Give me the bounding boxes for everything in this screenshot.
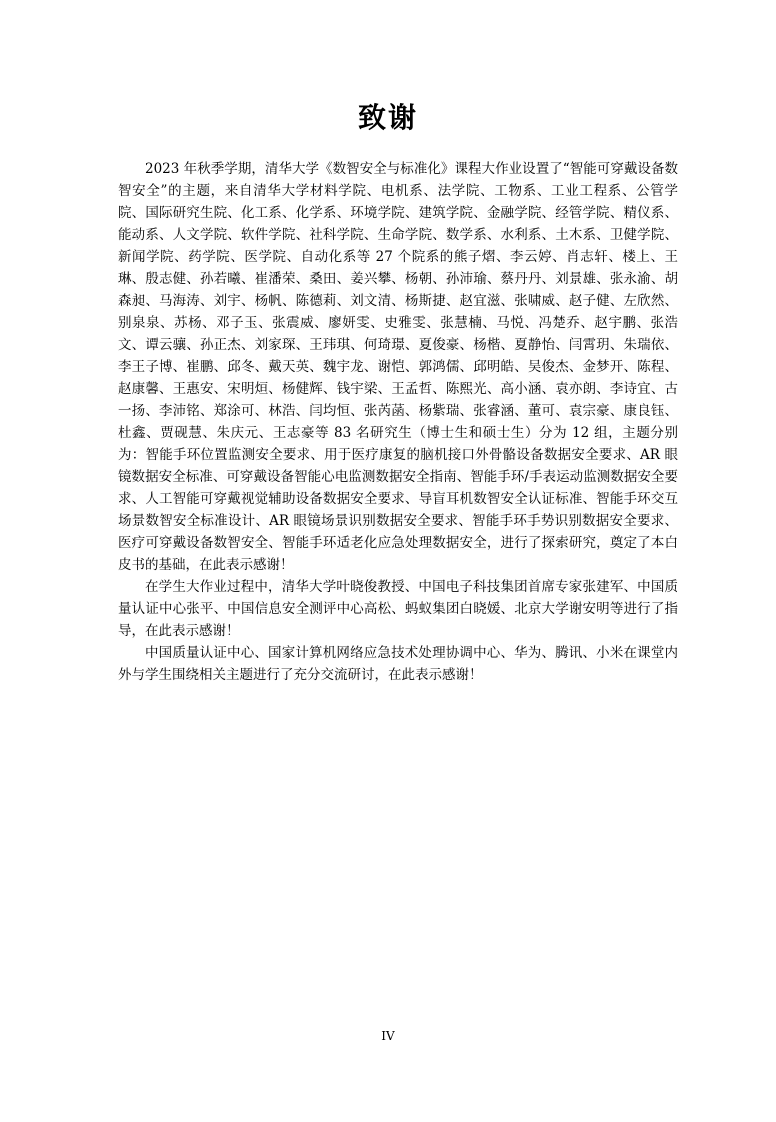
page-title: 致谢 — [357, 101, 418, 134]
paragraph-organizations-thanks: 中国质量认证中心、国家计算机网络应急技术处理协调中心、华为、腾讯、小米在课堂内外与学生围绕相关主题进行了充分交流研讨，在此表示感谢！ — [118, 645, 678, 683]
acknowledgement-body — [118, 158, 678, 686]
page-number: IV — [381, 1029, 395, 1043]
paragraph-course-participants: 2023 年秋季学期，清华大学《数智安全与标准化》课程大作业设置了“智能可穿戴设备数智安全”的主题，来自清华大学材料学院、电机系、法学院、工物系、工业工程系、公管学院、国际研究生院、化工系、化学系、环境学院、建筑学院、金融学院、经管学院、精仪系、能动系、人文学院、软件学院、社科学院、生命学院、数学系、水利系、土木系、卫健学院、新闻学院、药学院、医学院、自动化系等 27 个院系的熊子熠、李云婷、肖志轩、楼上、王琳、殷志健、孙若曦、崔潘荣、桑田、姜兴攀、杨朝、孙沛瑜、蔡丹丹、刘景雄、张永渝、胡森昶、马海涛、刘宇、杨帆、陈德莉、刘文清、杨斯捷、赵宜滋、张啸威、赵子健、左欣然、别泉泉、苏杨、邓子玉、张震威、廖妍雯、史雅雯、张慧楠、马悦、冯楚乔、赵宇鹏、张浩文、谭云骧、孙正杰、刘家琛、王玮琪、何琦璟、夏俊豪、杨楷、夏静怡、闫霄玥、朱瑞依、李王子博、崔鹏、邱冬、戴天英、魏宇龙、谢恺、郭鸿儒、邱明皓、吴俊杰、金梦开、陈程、赵康馨、王惠安、宋明烜、杨健辉、钱宇梁、王孟哲、陈熙光、高小涵、袁亦朗、李诗宜、古一扬、李沛铭、郑涂可、林浩、闫均恒、张芮菡、杨紫瑞、张睿涵、董可、袁宗豪、康良钰、杜鑫、贾砚慧、朱庆元、王志豪等 83 名研究生（博士生和硕士生）分为 12 组，主题分别为：智能手环位置监测安全要求、用于医疗康复的脑机接口外骨骼设备数据安全要求、AR 眼镜数据安全标准、可穿戴设备智能心电监测数据安全指南、智能手环/手表运动监测数据安全要求、人工智能可穿戴视觉辅助设备数据安全要求、导盲耳机数智安全认证标准、智能手环交互场景数智安全标准设计、AR 眼镜场景识别数据安全要求、智能手环手势识别数据安全要求、医疗可穿戴设备数智安全、智能手环适老化应急处理数据安全，进行了探索研究，奠定了本白皮书的基础，在此表示感谢！ — [118, 161, 678, 573]
paragraph-guidance-thanks: 在学生大作业过程中，清华大学叶晓俊教授、中国电子科技集团首席专家张建军、中国质量认证中心张平、中国信息安全测评中心高松、蚂蚁集团白晓媛、北京大学谢安明等进行了指导，在此表示感谢！ — [118, 579, 678, 639]
